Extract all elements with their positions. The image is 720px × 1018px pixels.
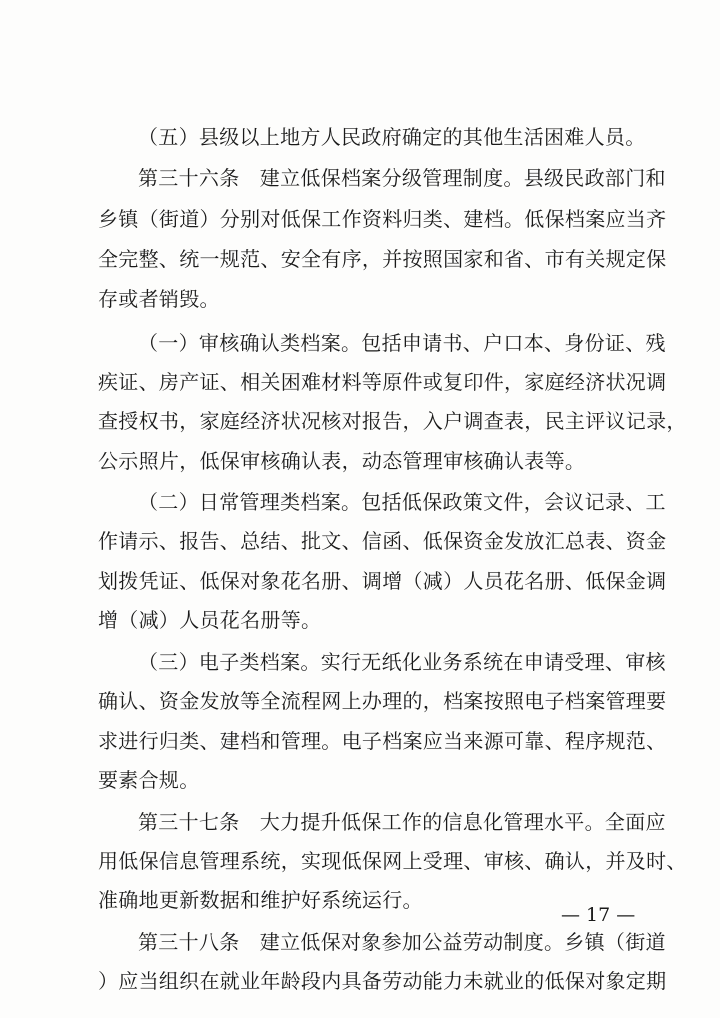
paragraph-line: ）应当组织在就业年龄段内具备劳动能力未就业的低保对象定期 <box>98 969 667 993</box>
paragraph-line: 全完整、统一规范、安全有序，并按照国家和省、市有关规定保 <box>98 247 667 271</box>
page-number: — 17 — <box>561 904 636 926</box>
paragraph-line: 作请示、报告、总结、批文、信函、低保资金发放汇总表、资金 <box>98 529 667 553</box>
paragraph-line: （三）电子类档案。实行无纸化业务系统在申请受理、审核 <box>138 650 666 674</box>
paragraph-line: 划拨凭证、低保对象花名册、调增（减）人员花名册、低保金调 <box>98 569 667 593</box>
paragraph-line: 第三十七条 大力提升低保工作的信息化管理水平。全面应 <box>138 810 666 834</box>
paragraph-line: 第三十六条 建立低保档案分级管理制度。县级民政部门和 <box>138 166 666 190</box>
paragraph-line: 要素合规。 <box>98 768 200 792</box>
paragraph-line: 求进行归类、建档和管理。电子档案应当来源可靠、程序规范、 <box>98 729 667 753</box>
paragraph-line: 疾证、房产证、相关困难材料等原件或复印件，家庭经济状况调 <box>98 370 667 394</box>
paragraph-line: 查授权书，家庭经济状况核对报告，入户调查表，民主评议记录， <box>98 409 687 433</box>
paragraph-line: 第三十八条 建立低保对象参加公益劳动制度。乡镇（街道 <box>138 930 666 954</box>
paragraph-line: （一）审核确认类档案。包括申请书、户口本、身份证、残 <box>138 331 666 355</box>
paragraph-line: 增（减）人员花名册等。 <box>98 608 322 632</box>
paragraph-line: （五）县级以上地方人民政府确定的其他生活困难人员。 <box>138 125 646 149</box>
paragraph-line: 准确地更新数据和维护好系统运行。 <box>98 888 423 912</box>
paragraph-line: 确认、资金发放等全流程网上办理的，档案按照电子档案管理要 <box>98 689 667 713</box>
paragraph-line: 公示照片，低保审核确认表，动态管理审核确认表等。 <box>98 449 586 473</box>
paragraph-line: 乡镇（街道）分别对低保工作资料归类、建档。低保档案应当齐 <box>98 207 667 231</box>
paragraph-line: 存或者销毁。 <box>98 287 220 311</box>
paragraph-line: 用低保信息管理系统，实现低保网上受理、审核、确认，并及时、 <box>98 849 687 873</box>
paragraph-line: （二）日常管理类档案。包括低保政策文件，会议记录、工 <box>138 490 666 514</box>
